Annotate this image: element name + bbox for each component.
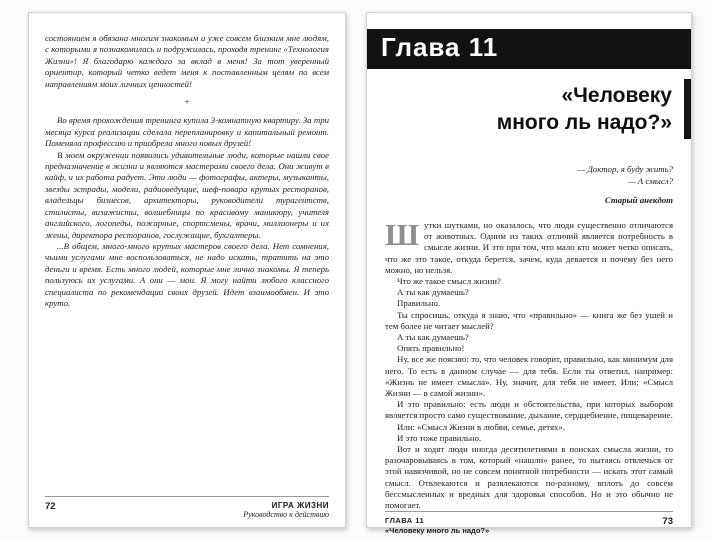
epigraph-source: Старый анекдот [604,195,673,205]
running-chapter-title: «Человеку много ль надо?» [385,526,490,536]
title-accent-stripe [684,79,691,139]
paragraph: Что же такое смысл жизни? [397,276,501,287]
paragraph: И это правильно: есть люди и обстоятельства, при которых выбором является просто само существование, дыхание, сердцебиение, пищеварение. [385,399,673,421]
paragraph-text: утки шутками, но оказалось, что люди существенно отличаются от животных. Одним из таких отличий является потребность в смысле жизни. И это при том, что мало кто может четко описать, что же это такое, откуда берется, зачем, куда девается и почему без него можно, но нельзя. [385,220,673,275]
running-title-block [243,501,329,519]
book-subtitle: Руководство к действию [243,510,329,519]
paragraph: Правильно. [397,298,441,309]
right-page-text [367,217,691,511]
chapter-title-line2: много ль надо?» [496,111,672,134]
chapter-heading-bar [367,29,691,69]
footer-rule [45,496,329,497]
left-page-text [45,33,329,309]
chapter-title-line1: «Человеку [561,84,672,107]
paragraph: Вот и ходят люди иногда десятилетиями в поисках смысла жизни, то разочаровываясь в том, который «нашли» ранее, то пытаясь отвлечься от этой навязчивой, но не совсем понятной потребности — искать этот самый смысл. Отвлекаются и развлекаются по-разному, вплоть до совсем бессмысленных и вредных для здоровья способов. Но и это обычно не помогает. [385,444,673,511]
section-separator: + [184,97,190,108]
paragraph: Ты спросишь, откуда я знаю, что «правильно» — книга же без ушей и тем более не читает мыслей? [385,309,673,331]
paragraph-with-dropcap [385,217,673,276]
chapter-title [497,79,672,139]
footer-rule [385,511,673,512]
page-number: 73 [662,516,673,528]
epigraph-line: — А смысл? [627,176,673,186]
page-number: 72 [45,501,56,512]
paragraph: Опять правильно! [397,343,465,354]
right-page-footer [367,511,691,535]
epigraph [367,163,691,206]
epigraph-line: — Доктор, я буду жить? [577,164,673,174]
paragraph: Ну, все же поясню: то, что человек говорит, правильно, как минимум для него. То есть в данном случае — для тебя. Если ты ответил, например: «Жизнь не имеет смысла». Ну, значит, для тебя не имеет. Или: «Смысл Жизни — в самой жизни». [385,354,673,399]
paragraph: Во время прохождения тренинга купила 3-комнатную квартиру. За три месяца курса реализации сделала перепланировку и капитальный ремонт. Поменяла профессию и приобрела много новых друзей! [45,115,329,149]
left-page [28,12,346,528]
right-page [366,12,692,536]
chapter-heading: Глава 11 [381,32,499,62]
chapter-title-row [367,79,691,139]
running-chapter: ГЛАВА 11 [385,516,425,526]
left-page-footer [45,496,329,519]
running-chapter-block [385,516,489,535]
paragraph: А ты как думаешь? [397,332,469,343]
book-title: ИГРА ЖИЗНИ [271,501,329,510]
paragraph: ...В общем, много-много крутых мастеров своего дела. Нет сомнения, чьими услугами мне воспользоваться, не надо искать, тратить на это деньги и время. Есть много людей, которые мне лично знакомы. Я теперь пользуюсь их услугами. А они — мои. Я могу найти любого классного специалиста по рекомендации своих друзей. Идет взаимообмен. И это круто. [45,240,329,308]
dropcap-letter: Ш [385,217,420,252]
paragraph: И это тоже правильно. [397,432,482,443]
paragraph: Или: «Смысл Жизни в любви, семье, детях». [397,421,566,432]
paragraph: В моем окружении появились удивительные люди, которые нашли свое предназначение в жизни и являются мастерами своего дела. Они живут в кайф, и их работа радует. Эти люди — фотографы, актеры, музыканты, звезды эстрады, модели, радиоведущие, шеф-повара крутых ресторанов, владельцы бизнесов, архитекторы, руководители турагентств, стилисты, визажисты, волшебницы по красивому маникюру, учителя английского, логопеды, пожарные, спортсмены, врачи, миллионеры и их жены, директора ресторанов, гослужащие, бухгалтеры. [45,149,329,240]
paragraph: А ты как думаешь? [397,287,469,298]
paragraph: состоянием я обязана многим знакомым и уже совсем близким мне людям, с которыми я познакомилась и подружилась, проходя тренинг «Технология Жизни»! Я благодарю каждого за вклад в меня! За тот уверенный ориентир, который четко ведет меня к поставленным целям по всем направлениям моих личных ценностей! [45,33,329,89]
